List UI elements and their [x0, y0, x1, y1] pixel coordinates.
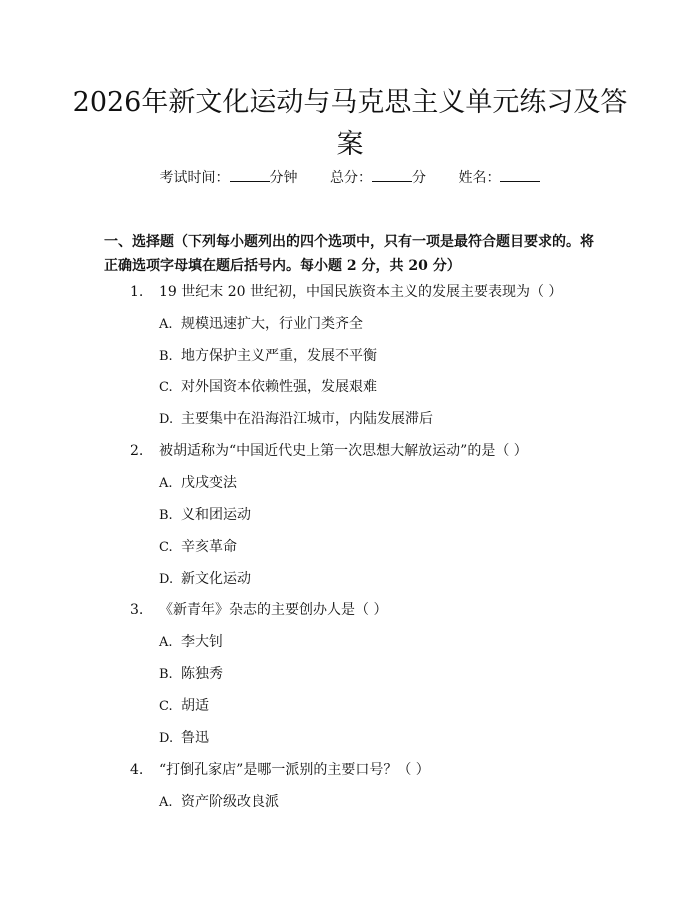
- option-letter: C.: [159, 699, 173, 714]
- question-2-option-d: [159, 569, 599, 590]
- option-text: 对外国资本依赖性强，发展艰难: [181, 379, 377, 395]
- total-score-field: [330, 170, 430, 186]
- question-2-option-c: [159, 537, 599, 558]
- option-letter: C.: [159, 540, 173, 555]
- question-text: 19 世纪末 20 世纪初，中国民族资本主义的发展主要表现为（ ）: [159, 284, 563, 300]
- question-text: “打倒孔家店”是哪一派别的主要口号？（ ）: [159, 762, 430, 778]
- option-letter: D.: [159, 412, 174, 427]
- option-letter: D.: [159, 572, 174, 587]
- total-score-label: 总分：: [330, 170, 372, 186]
- question-1-option-b: [159, 346, 599, 367]
- option-text: 主要集中在沿海沿江城市，内陆发展滞后: [181, 411, 433, 427]
- option-letter: A.: [159, 476, 173, 491]
- option-letter: A.: [159, 795, 173, 810]
- total-score-blank: [372, 169, 412, 182]
- student-name-label: 姓名：: [458, 170, 501, 186]
- option-text: 胡适: [181, 698, 209, 714]
- question-text: 《新青年》杂志的主要创办人是（ ）: [159, 602, 388, 618]
- question-2: [104, 441, 604, 461]
- question-4: [104, 760, 604, 780]
- question-3-option-c: [159, 696, 599, 717]
- question-1: [104, 282, 604, 302]
- option-letter: A.: [159, 635, 173, 650]
- total-score-unit: 分: [412, 170, 426, 186]
- option-text: 规模迅速扩大，行业门类齐全: [181, 316, 363, 332]
- option-letter: D.: [159, 731, 174, 746]
- question-1-option-a: [159, 314, 599, 335]
- exam-time-field: [160, 170, 302, 186]
- exam-time-unit: 分钟: [269, 170, 298, 186]
- question-1-option-d: [159, 409, 599, 430]
- question-3: [104, 600, 604, 620]
- option-text: 义和团运动: [181, 507, 251, 523]
- exam-time-blank: [230, 169, 270, 182]
- option-text: 地方保护主义严重，发展不平衡: [181, 348, 377, 364]
- exam-time-label: 考试时间：: [159, 170, 230, 186]
- option-text: 新文化运动: [181, 571, 251, 587]
- question-number: 4.: [130, 762, 144, 778]
- question-3-option-b: [159, 664, 599, 685]
- question-number: 3.: [130, 602, 144, 618]
- option-text: 李大钊: [181, 634, 223, 650]
- section-heading: 一、选择题（下列每小题列出的四个选项中，只有一项是最符合题目要求的。将正确选项字母填在题后括号内。每小题 2 分，共 20 分）: [104, 234, 594, 274]
- exam-meta-line: [0, 168, 700, 188]
- option-letter: A.: [159, 317, 173, 332]
- option-letter: B.: [159, 349, 173, 364]
- document-title: 2026年新文化运动与马克思主义单元练习及答案: [72, 87, 628, 160]
- student-name-field: [458, 170, 540, 186]
- option-letter: B.: [159, 508, 173, 523]
- option-letter: B.: [159, 667, 173, 682]
- student-name-blank: [500, 169, 540, 182]
- question-number: 1.: [130, 284, 144, 300]
- option-text: 资产阶级改良派: [181, 794, 279, 810]
- question-text: 被胡适称为“中国近代史上第一次思想大解放运动”的是（ ）: [159, 443, 528, 459]
- option-letter: C.: [159, 380, 173, 395]
- option-text: 辛亥革命: [181, 539, 237, 555]
- option-text: 戊戌变法: [181, 475, 237, 491]
- question-2-option-a: [159, 473, 599, 494]
- question-number: 2.: [130, 443, 144, 459]
- question-3-option-d: [159, 728, 599, 749]
- question-2-option-b: [159, 505, 599, 526]
- question-3-option-a: [159, 632, 599, 653]
- option-text: 陈独秀: [181, 666, 223, 682]
- question-4-option-a: [159, 792, 599, 813]
- option-text: 鲁迅: [181, 730, 209, 746]
- question-1-option-c: [159, 377, 599, 398]
